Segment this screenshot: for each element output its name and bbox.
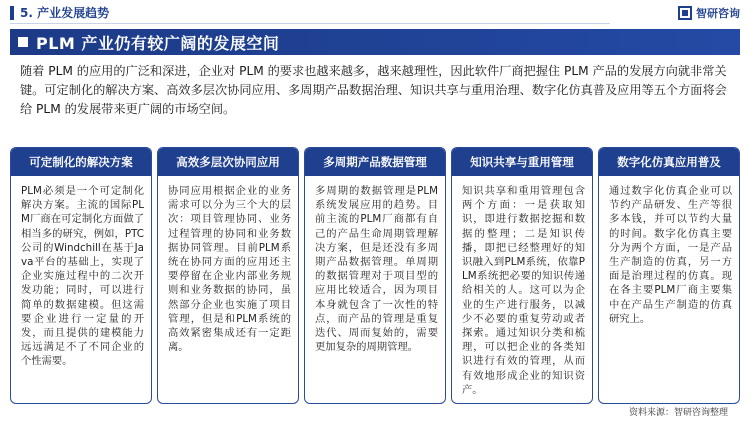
topic-card-body: 知识共享和重用管理包含两个方面：一是获取知识，即进行数据挖掘和数据的整理；二是知识传播，即把已经整理好的知识融入到PLM系统，依靠PLM系统把必要的知识传递给相关的人。这可以为企业的生产进行服务，以减少不必要的重复劳动或者探索。通过知识分类和梳理，可以把企业的各类知识进行有效的管理，从而有效地形成企业的知识资产。: [462, 185, 585, 396]
topic-card-body: 协同应用根据企业的业务需求可以分为三个大的层次：项目管理协同、业务过程管理的协同和业务数据协同管理。目前PLM系统在协同方面的应用还主要停留在企业内部业务规则和业务数据的协同，虽然部分企业也实施了项目管理，但是和PLM系统的高效紧密集成还有一定距离。: [168, 185, 291, 354]
title-banner: [10, 29, 740, 55]
topic-card-title: 多周期产品数据管理: [305, 148, 445, 176]
brand-name: 智研咨询: [696, 7, 740, 20]
topic-card-knowledge: [451, 147, 593, 404]
topic-columns: [10, 147, 740, 404]
topic-card-title: 可定制化的解决方案: [11, 148, 151, 176]
zhiyan-logo-icon: [678, 6, 692, 20]
section-marker: [10, 6, 14, 20]
topic-card-collaboration: [157, 147, 299, 404]
title-square-icon: [18, 37, 28, 47]
source-note: 资料来源：智研咨询整理: [628, 408, 728, 418]
section-label: 5. 产业发展趋势: [20, 6, 110, 20]
topic-card-body: 通过数字化仿真企业可以节约产品研发、生产等很多本钱，并可以节约大量的时间。数字化仿真主要分为两个方面，一是产品生产制造的仿真，另一方面是治理过程的仿真。现在各主要PLM厂商主要集中在产品生产制造的仿真研究上。: [609, 185, 732, 325]
intro-paragraph: 随着 PLM 的应用的广泛和深进，企业对 PLM 的要求也越来越多，越来越理性，因此软件厂商把握住 PLM 产品的发展方向就非常关键。可定制化的解决方案、高效多层次协同应用、多周期产品数据治理、知识共享与重用治理、数字化仿真普及应用等五个方面将会给 PLM 的发展带来更广阔的市场空间。: [20, 64, 727, 116]
page-title: PLM 产业仍有较广阔的发展空间: [36, 33, 280, 53]
topic-card-body: 多周期的数据管理是PLM系统发展应用的趋势。目前主流的PLM厂商都有自己的产品生命周期管理解决方案，但是还没有多周期产品数据管理。单周期的数据管理对于项目型的应用比较适合，因为项目本身就包含了一次性的特点，而产品的管理是重复迭代、周而复始的，需要更加复杂的周期管理。: [315, 185, 438, 354]
topic-card-title: 高效多层次协同应用: [158, 148, 298, 176]
topic-card-simulation: [598, 147, 740, 404]
brand-logo: [678, 5, 740, 21]
section-tag: [10, 4, 109, 21]
header-divider: [10, 23, 610, 24]
topic-card-title: 知识共享与重用管理: [452, 148, 592, 176]
top-header: [0, 0, 750, 24]
topic-card-customization: [10, 147, 152, 404]
topic-card-title: 数字化仿真应用普及: [599, 148, 739, 176]
topic-card-body: PLM必须是一个可定制化解决方案。主流的国际PLM厂商在可定制化方面做了相当多的研究，例如，PTC公司的Windchill在基于Java平台的基础上，实现了企业实施过程中的二次开发功能；同时，可以进行简单的数据建模。但这需要企业进行一定量的开发，而且提供的建模能力远远满足不了不同企业的个性需要。: [21, 185, 144, 368]
topic-card-data-management: [304, 147, 446, 404]
